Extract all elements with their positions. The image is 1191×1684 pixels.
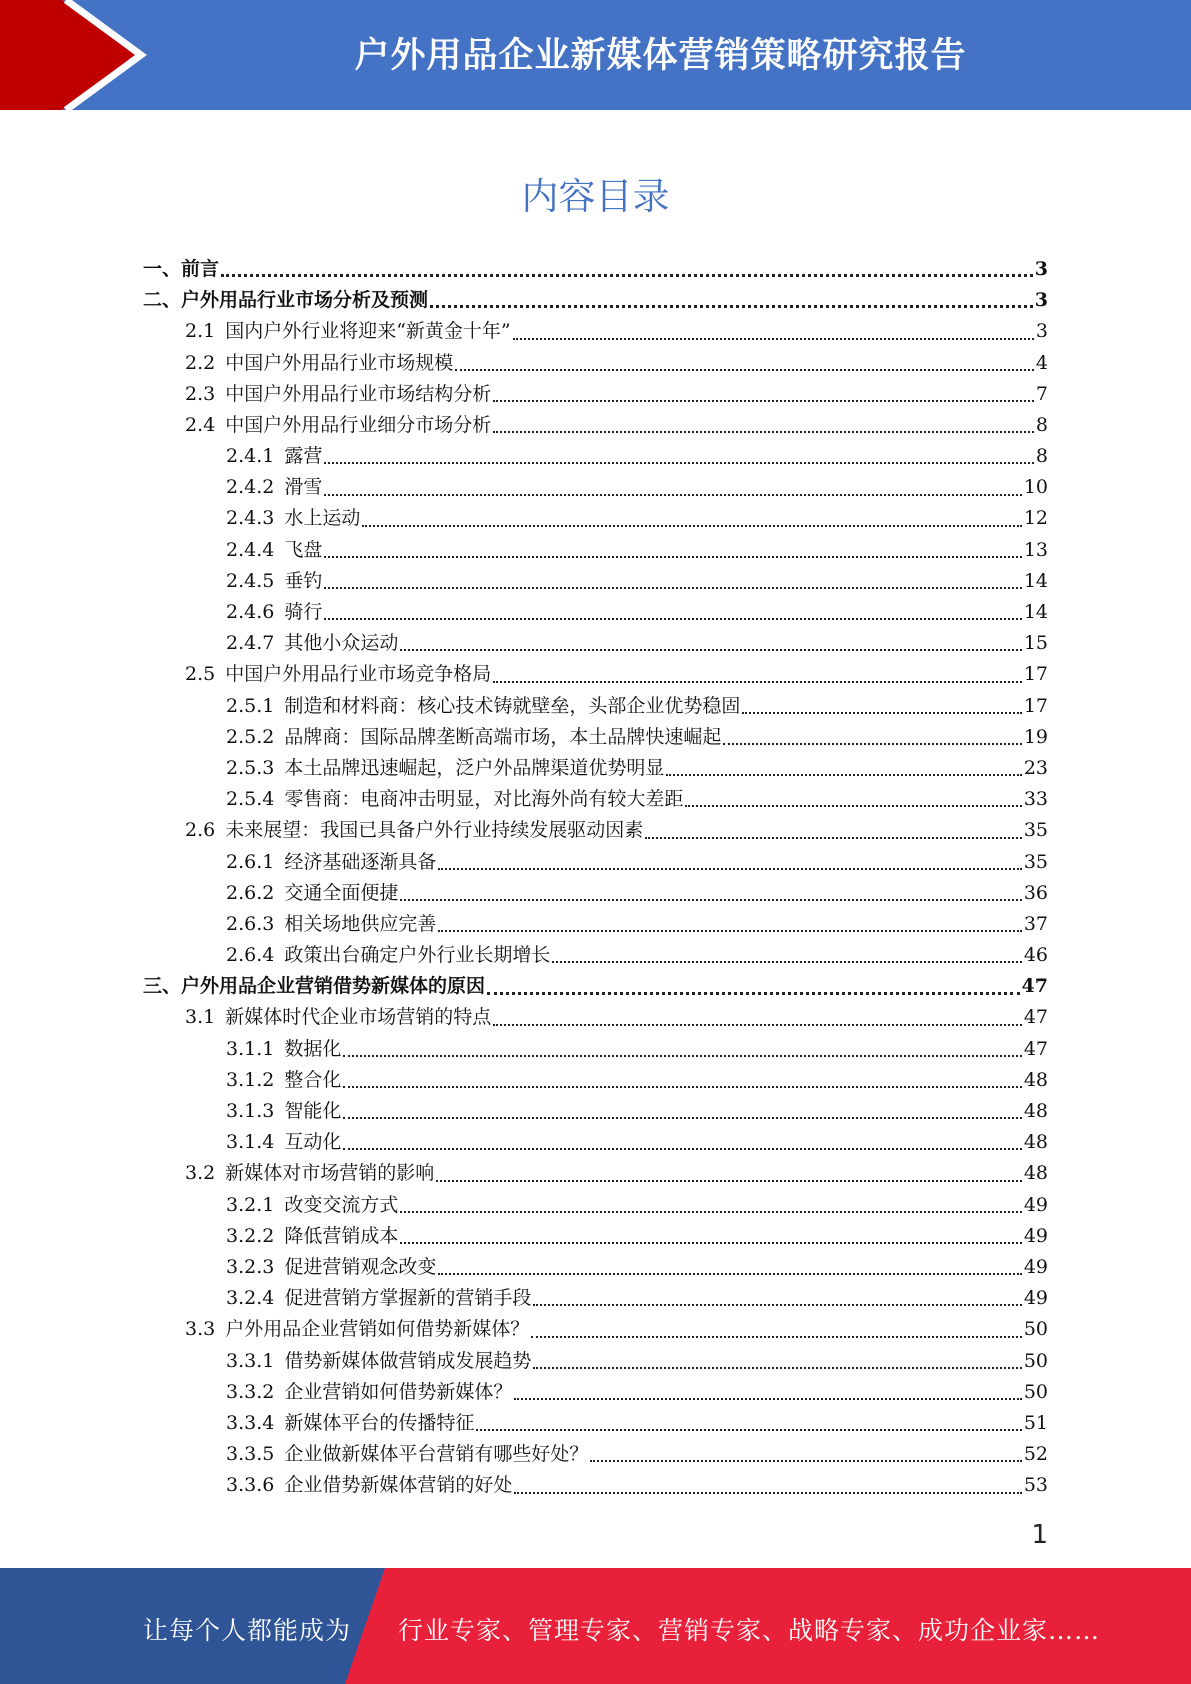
toc-entry-page: 3 — [1034, 289, 1048, 312]
toc-entry-number: 3.3.4 — [226, 1411, 275, 1434]
toc-entry-title: 互动化 — [284, 1131, 342, 1154]
toc-entry-title: 整合化 — [284, 1068, 342, 1091]
toc-entry-number: 2.5.1 — [226, 694, 275, 717]
toc-entry-title: 滑雪 — [284, 476, 323, 499]
toc-entry-page: 47 — [1021, 975, 1048, 998]
toc-entry-title: 促进营销观念改变 — [284, 1255, 437, 1278]
toc-entry-page: 46 — [1023, 944, 1048, 967]
toc-entry-page: 17 — [1023, 663, 1048, 686]
toc-entry-number: 2.4.6 — [226, 601, 275, 624]
toc-entry-number: 3.3.5 — [226, 1443, 275, 1466]
toc-entry-number: 2.4.2 — [226, 476, 275, 499]
toc-dot-leader — [362, 525, 1021, 527]
toc-entry-number: 3.2.2 — [226, 1224, 275, 1247]
toc-entry-number: 2.6.2 — [226, 881, 275, 904]
toc-entry-title: 飞盘 — [284, 538, 323, 561]
toc-dot-leader — [533, 1367, 1021, 1369]
toc-dot-leader — [590, 1460, 1021, 1462]
toc-entry[interactable] — [143, 1158, 1048, 1189]
toc-entry-number: 3.1.2 — [226, 1068, 275, 1091]
footer-slogan: 让每个人都能成为 — [143, 1616, 352, 1645]
toc-entry-title: 借势新媒体做营销成发展趋势 — [284, 1349, 532, 1372]
toc-entry[interactable] — [143, 1408, 1048, 1439]
toc-entry[interactable] — [143, 1003, 1048, 1034]
toc-dot-leader — [343, 1055, 1021, 1057]
toc-entry-title: 新媒体时代企业市场营销的特点 — [225, 1006, 492, 1029]
toc-entry[interactable] — [143, 1190, 1048, 1221]
toc-entry-page: 52 — [1023, 1443, 1048, 1466]
toc-entry-page: 3 — [1034, 257, 1048, 280]
toc-dot-leader — [400, 649, 1021, 651]
toc-entry[interactable] — [143, 722, 1048, 753]
toc-entry-number: 3.3.2 — [226, 1380, 275, 1403]
toc-entry-number: 2.2 — [185, 351, 216, 374]
toc-entry-page: 49 — [1023, 1224, 1048, 1247]
toc-entry-number: 2.3 — [185, 382, 216, 405]
toc-entry-page: 10 — [1023, 476, 1048, 499]
toc-entry-page: 36 — [1023, 881, 1048, 904]
toc-dot-leader — [324, 494, 1021, 496]
toc-entry-number: 2.4 — [185, 413, 216, 436]
toc-entry-title: 其他小众运动 — [284, 632, 399, 655]
toc-entry-page: 48 — [1023, 1100, 1048, 1123]
toc-entry-title: 本土品牌迅速崛起，泛户外品牌渠道优势明显 — [284, 756, 665, 779]
toc-entry-title: 企业做新媒体平台营销有哪些好处？ — [284, 1443, 589, 1466]
toc-entry-page: 49 — [1023, 1287, 1048, 1310]
page-number: 1 — [1031, 1520, 1048, 1550]
toc-entry-title: 改变交流方式 — [284, 1193, 399, 1216]
toc-entry-number: 2.5.4 — [226, 788, 275, 811]
toc-entry[interactable] — [143, 254, 1048, 285]
toc-entry[interactable] — [143, 285, 1048, 316]
toc-entry-title: 交通全面便捷 — [284, 881, 399, 904]
toc-dot-leader — [513, 338, 1034, 340]
toc-entry-page: 7 — [1035, 382, 1048, 405]
toc-entry-number: 2.4.7 — [226, 632, 275, 655]
toc-entry-title: 政策出台确定户外行业长期增长 — [284, 944, 551, 967]
toc-dot-leader — [438, 868, 1021, 870]
toc-dot-leader — [476, 1429, 1021, 1431]
toc-heading: 内容目录 — [521, 175, 670, 218]
toc-entry-title: 中国户外用品行业市场规模 — [225, 351, 454, 374]
toc-entry-number: 2.5.3 — [226, 756, 275, 779]
toc-entry-title: 露营 — [284, 445, 323, 468]
toc-entry-page: 15 — [1023, 632, 1048, 655]
toc-entry-number: 2.6.1 — [226, 850, 275, 873]
toc-entry[interactable] — [143, 753, 1048, 784]
toc-entry-page: 13 — [1023, 538, 1048, 561]
toc-entry-page: 49 — [1023, 1255, 1048, 1278]
toc-entry-title: 水上运动 — [284, 507, 361, 530]
toc-entry-page: 14 — [1023, 569, 1048, 592]
toc-entry-number: 2.5 — [185, 663, 216, 686]
toc-dot-leader — [324, 556, 1021, 558]
toc-entry-title: 经济基础逐渐具备 — [284, 850, 437, 873]
toc-dot-leader — [685, 805, 1021, 807]
report-title: 户外用品企业新媒体营销策略研究报告 — [354, 36, 967, 76]
toc-entry[interactable] — [143, 1096, 1048, 1127]
toc-entry[interactable] — [143, 909, 1048, 940]
toc-entry-page: 35 — [1023, 819, 1048, 842]
toc-entry[interactable] — [143, 348, 1048, 379]
toc-entry-number: 3.3.1 — [226, 1349, 275, 1372]
toc-dot-leader — [493, 400, 1034, 402]
toc-entry[interactable] — [143, 379, 1048, 410]
toc-entry-number: 3.2.4 — [226, 1287, 275, 1310]
toc-entry[interactable] — [143, 566, 1048, 597]
toc-entry-number: 3.1.1 — [226, 1037, 275, 1060]
toc-entry-number: 2.6.4 — [226, 944, 275, 967]
toc-entry-number: 二、 — [143, 289, 182, 312]
toc-entry-title: 降低营销成本 — [284, 1224, 399, 1247]
toc-entry-number: 3.3.6 — [226, 1474, 275, 1497]
toc-entry-number: 3.2.1 — [226, 1193, 275, 1216]
toc-entry[interactable] — [143, 691, 1048, 722]
toc-dot-leader — [343, 1148, 1021, 1150]
toc-entry[interactable] — [143, 847, 1048, 878]
toc-entry[interactable] — [143, 1439, 1048, 1470]
toc-entry-title: 户外用品企业营销借势新媒体的原因 — [181, 975, 486, 998]
toc-dot-leader — [531, 1336, 1022, 1338]
toc-dot-leader — [645, 837, 1022, 839]
toc-entry-page: 4 — [1035, 351, 1048, 374]
toc-dot-leader — [493, 1024, 1022, 1026]
toc-dot-leader — [438, 930, 1021, 932]
toc-entry[interactable] — [143, 784, 1048, 815]
toc-entry-number: 2.4.1 — [226, 445, 275, 468]
toc-entry-page: 48 — [1023, 1131, 1048, 1154]
toc-entry-number: 3.2.3 — [226, 1255, 275, 1278]
toc-entry-title: 数据化 — [284, 1037, 342, 1060]
toc-entry-page: 8 — [1035, 445, 1048, 468]
toc-dot-leader — [666, 774, 1021, 776]
toc-entry-title: 垂钓 — [284, 569, 323, 592]
toc-entry-page: 47 — [1023, 1006, 1048, 1029]
toc-dot-leader — [723, 743, 1021, 745]
toc-entry-page: 48 — [1023, 1068, 1048, 1091]
toc-entry-number: 3.1 — [185, 1006, 216, 1029]
toc-entry[interactable] — [143, 410, 1048, 441]
toc-entry-page: 33 — [1023, 788, 1048, 811]
toc-entry-page: 51 — [1023, 1411, 1048, 1434]
toc-entry[interactable] — [143, 1470, 1048, 1501]
toc-entry-number: 2.4.3 — [226, 507, 275, 530]
toc-entry[interactable] — [143, 597, 1048, 628]
toc-dot-leader — [324, 462, 1034, 464]
toc-entry[interactable] — [143, 504, 1048, 535]
toc-entry-title: 制造和材料商：核心技术铸就壁垒，头部企业优势稳固 — [284, 694, 741, 717]
toc-dot-leader — [221, 274, 1033, 277]
toc-entry-title: 中国户外用品行业市场竞争格局 — [225, 663, 492, 686]
toc-entry-page: 47 — [1023, 1037, 1048, 1060]
toc-entry-number: 三、 — [143, 975, 182, 998]
toc-entry-number: 3.3 — [185, 1318, 216, 1341]
toc-entry-title: 前言 — [181, 257, 220, 280]
toc-entry-page: 48 — [1023, 1162, 1048, 1185]
toc-entry-title: 新媒体平台的传播特征 — [284, 1411, 475, 1434]
toc-dot-leader — [514, 1398, 1021, 1400]
toc-entry-title: 中国户外用品行业市场结构分析 — [225, 382, 492, 405]
toc-entry[interactable] — [143, 971, 1048, 1002]
toc-dot-leader — [400, 1242, 1021, 1244]
toc-entry-title: 骑行 — [284, 601, 323, 624]
toc-entry-number: 2.4.5 — [226, 569, 275, 592]
toc-entry-page: 49 — [1023, 1193, 1048, 1216]
toc-entry[interactable] — [143, 659, 1048, 690]
toc-entry-page: 35 — [1023, 850, 1048, 873]
toc-entry-number: 2.5.2 — [226, 725, 275, 748]
toc-entry[interactable] — [143, 472, 1048, 503]
toc-dot-leader — [400, 1211, 1021, 1213]
toc-dot-leader — [438, 1273, 1021, 1275]
toc-entry-page: 53 — [1023, 1474, 1048, 1497]
toc-entry[interactable] — [143, 1252, 1048, 1283]
toc-entry-title: 相关场地供应完善 — [284, 912, 437, 935]
toc-dot-leader — [324, 618, 1021, 620]
toc-entry-page: 12 — [1023, 507, 1048, 530]
toc-entry-title: 未来展望：我国已具备户外行业持续发展驱动因素 — [225, 819, 644, 842]
toc-entry[interactable] — [143, 1034, 1048, 1065]
toc-dot-leader — [487, 992, 1020, 995]
toc-entry[interactable] — [143, 878, 1048, 909]
toc-entry[interactable] — [143, 940, 1048, 971]
toc-entry[interactable] — [143, 815, 1048, 846]
toc-entry-page: 8 — [1035, 413, 1048, 436]
toc-entry[interactable] — [143, 535, 1048, 566]
toc-entry[interactable] — [143, 1065, 1048, 1096]
toc-entry-number: 2.4.4 — [226, 538, 275, 561]
toc-entry-title: 品牌商：国际品牌垄断高端市场，本土品牌快速崛起 — [284, 725, 722, 748]
toc-entry-number: 2.6.3 — [226, 912, 275, 935]
toc-entry-page: 19 — [1023, 725, 1048, 748]
toc-dot-leader — [552, 961, 1021, 963]
toc-entry[interactable] — [143, 441, 1048, 472]
toc-dot-leader — [493, 681, 1022, 683]
toc-dot-leader — [742, 712, 1021, 714]
toc-entry-page: 37 — [1023, 912, 1048, 935]
toc-entry-page: 14 — [1023, 601, 1048, 624]
toc-dot-leader — [400, 899, 1021, 901]
toc-entry-number: 3.1.3 — [226, 1100, 275, 1123]
toc-entry[interactable] — [143, 316, 1048, 347]
toc-entry[interactable] — [143, 628, 1048, 659]
toc-dot-leader — [493, 431, 1034, 433]
toc-dot-leader — [324, 587, 1021, 589]
toc-entry-number: 3.1.4 — [226, 1131, 275, 1154]
toc-entry[interactable] — [143, 1221, 1048, 1252]
toc-entry-title: 户外用品行业市场分析及预测 — [181, 289, 429, 312]
toc-entry[interactable] — [143, 1346, 1048, 1377]
toc-entry-title: 企业营销如何借势新媒体？ — [284, 1380, 513, 1403]
toc-entry[interactable] — [143, 1314, 1048, 1345]
toc-entry-number: 一、 — [143, 257, 182, 280]
toc-entry-title: 零售商：电商冲击明显，对比海外尚有较大差距 — [284, 788, 684, 811]
toc-dot-leader — [455, 369, 1034, 371]
toc-entry[interactable] — [143, 1377, 1048, 1408]
toc-entry-page: 50 — [1023, 1318, 1048, 1341]
toc-entry-page: 50 — [1023, 1349, 1048, 1372]
toc-dot-leader — [430, 305, 1033, 308]
toc-entry-number: 2.1 — [185, 320, 216, 343]
toc-entry-number: 3.2 — [185, 1162, 216, 1185]
toc-dot-leader — [343, 1117, 1021, 1119]
toc-entry-page: 17 — [1023, 694, 1048, 717]
toc-entry-title: 新媒体对市场营销的影响 — [225, 1162, 435, 1185]
toc-dot-leader — [436, 1180, 1022, 1182]
toc-entry-number: 2.6 — [185, 819, 216, 842]
toc-entry-page: 50 — [1023, 1380, 1048, 1403]
toc-entry[interactable] — [143, 1283, 1048, 1314]
toc-entry-title: 户外用品企业营销如何借势新媒体？ — [225, 1318, 530, 1341]
toc-entry-title: 企业借势新媒体营销的好处 — [284, 1474, 513, 1497]
toc-entry-title: 中国户外用品行业细分市场分析 — [225, 413, 492, 436]
toc-entry[interactable] — [143, 1127, 1048, 1158]
toc-entry-page: 23 — [1023, 756, 1048, 779]
toc-entry-title: 促进营销方掌握新的营销手段 — [284, 1287, 532, 1310]
toc-entry-title: 国内户外行业将迎来“新黄金十年” — [225, 320, 511, 343]
page-header — [0, 0, 1191, 110]
toc-dot-leader — [533, 1304, 1021, 1306]
toc-dot-leader — [343, 1086, 1021, 1088]
toc-dot-leader — [514, 1492, 1021, 1494]
table-of-contents — [143, 254, 1048, 1502]
footer-roles: 行业专家、管理专家、营销专家、战略专家、成功企业家…… — [398, 1616, 1101, 1645]
toc-entry-title: 智能化 — [284, 1100, 342, 1123]
page-footer — [0, 1568, 1191, 1684]
toc-entry-page: 3 — [1035, 320, 1048, 343]
